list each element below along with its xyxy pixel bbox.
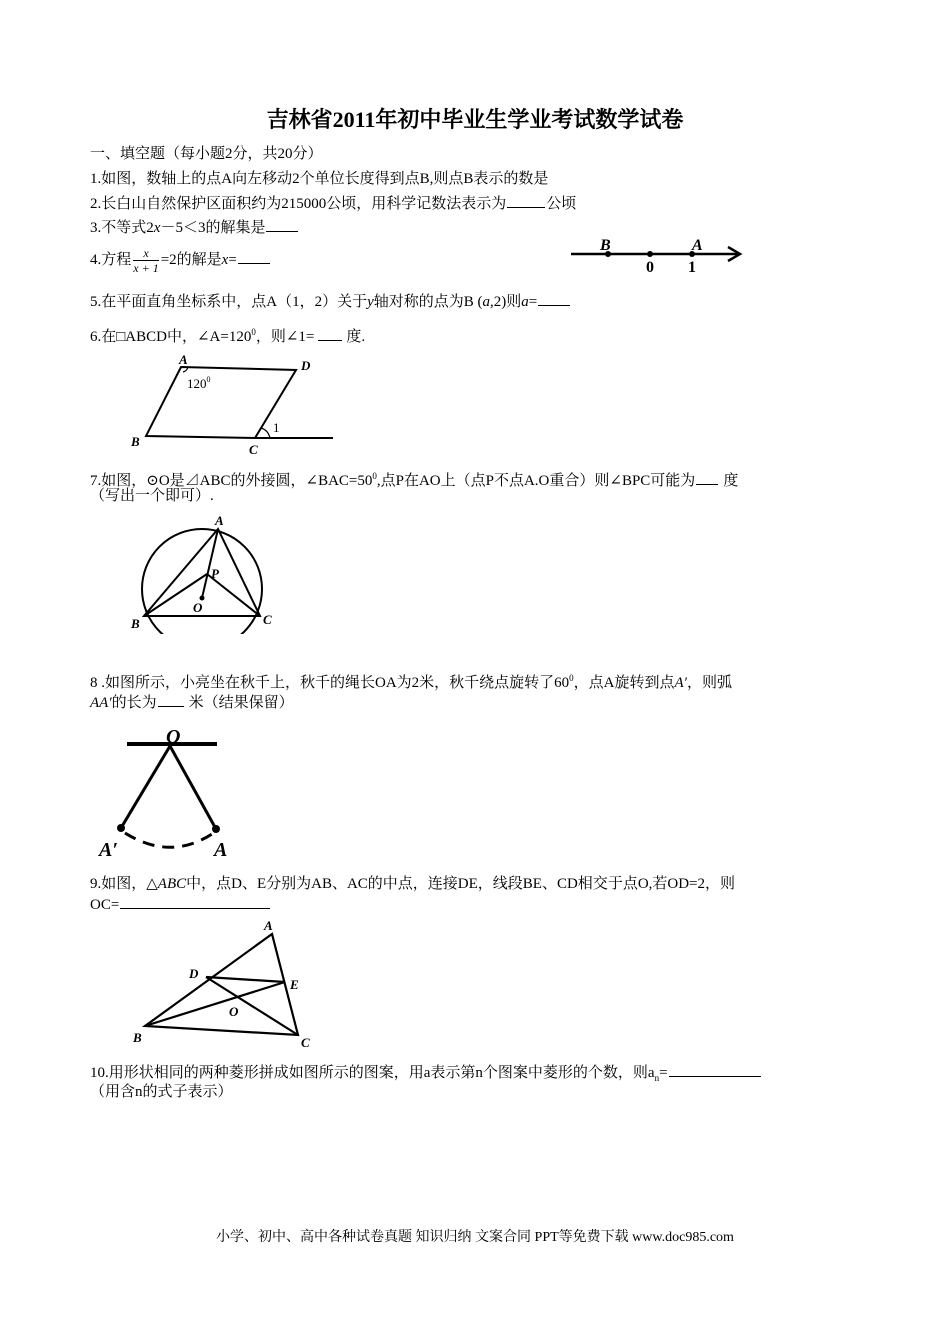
angle-value: 120	[187, 376, 207, 391]
page-footer: 小学、初中、高中各种试卷真题 知识归纳 文案合同 PPT等免费下载 www.doc985.com	[216, 1230, 734, 1245]
question-3-rest: －5＜3的解集是	[160, 220, 266, 236]
point-a	[212, 825, 220, 833]
label-o: O	[166, 726, 181, 748]
question-8-line1a: 8 .如图所示，小亮坐在秋千上，秋千的绳长OA为2米，秋千绕点旋转了60	[90, 675, 570, 691]
label-c: C	[301, 1035, 310, 1048]
label-b: B	[600, 237, 611, 254]
question-4	[90, 246, 271, 275]
question-2-suffix: 公顷	[546, 196, 577, 212]
point-zero	[647, 251, 653, 257]
answer-blank[interactable]	[507, 193, 545, 208]
segment-de	[206, 977, 285, 982]
label-e: E	[290, 977, 299, 992]
question-9-line1b: 中，点D、E分别为AB、AC的中点，连接DE，线段BE、CD相交于点O,若OD=2，则	[186, 876, 736, 892]
degree-superscript: 0	[206, 375, 211, 384]
question-7-line1b: ,点P在AO上（点P不点A.O重合）则∠BPC可能为	[376, 473, 696, 489]
question-8-line2-text: 的长为	[111, 695, 157, 711]
question-4-prefix: 4.方程	[90, 251, 132, 268]
subscript: n	[654, 1073, 660, 1083]
question-8-line2b: 米（结果保留）	[188, 695, 294, 711]
point-a-prime	[117, 824, 125, 832]
question-9-line1a: 9.如图，△	[90, 876, 158, 892]
question-8-line1c: ，则弧	[686, 675, 732, 691]
label-b: B	[131, 434, 140, 449]
question-3	[90, 217, 299, 238]
label-b: B	[131, 616, 140, 631]
question-6-text2: ，则∠1=	[255, 329, 315, 345]
circle-triangle-figure	[125, 512, 285, 634]
parallelogram-figure	[125, 352, 340, 460]
section-header: 一、填空题（每小题2分，共20分）	[90, 146, 323, 162]
question-5	[90, 291, 571, 312]
question-1-text: 1.如图，数轴上的点A向左移动2个单位长度得到点B,则点B表示的数是	[90, 171, 549, 187]
question-6	[90, 322, 365, 347]
label-1: 1	[273, 420, 280, 435]
label-a: A	[264, 918, 273, 933]
triangle-name: ABC	[157, 876, 187, 892]
question-9-line2-text: OC=	[90, 897, 120, 913]
question-1	[90, 169, 548, 189]
question-8	[90, 668, 732, 693]
superscript: 0	[251, 327, 256, 337]
question-2	[90, 193, 576, 214]
label-c: C	[249, 442, 258, 457]
question-7-line2: （写出一个即可）.	[90, 488, 214, 504]
label-zero: 0	[646, 259, 654, 272]
label-a: A	[214, 839, 228, 861]
triangle-medians-figure	[128, 916, 318, 1048]
swing-figure	[95, 723, 230, 863]
label-one: 1	[688, 259, 696, 272]
label-a: A	[179, 352, 188, 367]
fraction-numerator: x	[133, 246, 158, 261]
question-2-text: 2.长白山自然保护区面积约为215000公顷，用科学记数法表示为	[90, 196, 507, 212]
variable-a-prime: A′	[674, 675, 687, 691]
arc-path	[125, 833, 212, 847]
variable-a: a	[521, 294, 529, 310]
label-o: O	[193, 600, 203, 615]
label-d: D	[189, 966, 199, 981]
question-10-line2: （用含n的式子表示）	[90, 1084, 233, 1100]
page-title: 吉林省2011年初中毕业生学业考试数学试卷	[266, 107, 684, 132]
question-3-text: 3.不等式2	[90, 220, 154, 236]
rope-oa-prime	[121, 746, 170, 828]
label-a-prime: A′	[99, 839, 118, 861]
superscript: 0	[569, 673, 574, 683]
arc-aa-prime: AA′	[90, 695, 112, 711]
question-10-line1: 10.用形状相同的两种菱形拼成如图所示的图案，用a表示第n个图案中菱形的个数，则a	[90, 1065, 655, 1081]
equals-sign: =	[528, 294, 538, 310]
question-9-line2	[90, 894, 271, 915]
variable-x: x	[153, 220, 161, 236]
question-7-line1a: 7.如图，⊙O是⊿ABC的外接圆，∠BAC=50	[90, 473, 373, 489]
rope-oa	[170, 746, 216, 829]
question-4-mid: =2的解是	[160, 251, 222, 268]
question-8-line2	[90, 692, 294, 713]
label-a: A	[215, 513, 224, 528]
label-o: O	[229, 1004, 239, 1019]
question-9	[90, 874, 735, 894]
question-5-text: 5.在平面直角坐标系中，点A（1，2）关于	[90, 294, 368, 310]
label-d: D	[301, 358, 311, 373]
equals-sign: =	[659, 1065, 668, 1081]
label-b: B	[133, 1030, 142, 1045]
variable-a: a	[482, 294, 491, 310]
label-a: A	[692, 237, 703, 254]
question-5-text2: 轴对称的点为B (	[373, 294, 483, 310]
label-c: C	[263, 612, 272, 627]
question-7-suffix: 度	[723, 473, 739, 489]
answer-blank[interactable]	[538, 291, 570, 306]
answer-blank[interactable]	[158, 692, 184, 707]
answer-blank[interactable]	[318, 326, 342, 341]
label-p: P	[211, 566, 219, 581]
answer-blank[interactable]	[669, 1062, 761, 1077]
answer-blank[interactable]	[120, 894, 270, 909]
angle-label	[187, 375, 211, 391]
superscript: 0	[372, 471, 377, 481]
variable-y: y	[367, 294, 374, 310]
angle-1-arc	[261, 428, 270, 438]
answer-blank[interactable]	[696, 470, 718, 485]
answer-blank[interactable]	[238, 249, 270, 264]
question-6-text: 6.在□ABCD中，∠A=120	[90, 329, 252, 345]
number-line-figure	[568, 236, 748, 272]
answer-blank[interactable]	[266, 217, 298, 232]
question-5-text3: ,2)则	[490, 294, 522, 310]
fraction-denominator: x + 1	[133, 261, 159, 275]
question-8-line1b: ，点A旋转到点	[573, 675, 675, 691]
segment-be	[145, 982, 285, 1026]
variable-x: x	[221, 251, 229, 268]
equals-sign: =	[228, 251, 237, 268]
question-6-suffix: 度.	[346, 329, 366, 345]
fraction	[133, 246, 158, 275]
